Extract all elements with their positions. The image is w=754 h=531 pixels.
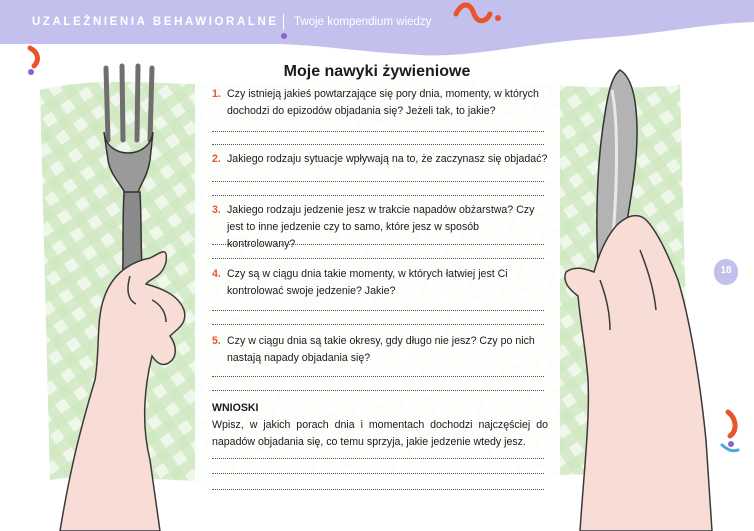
series-title: UZALEŻNIENIA BEHAWIORALNE xyxy=(32,16,279,28)
decor-top-right xyxy=(281,5,501,39)
answer-line[interactable] xyxy=(212,324,544,325)
answer-line[interactable] xyxy=(212,195,544,196)
question-number: 2. xyxy=(212,153,221,165)
page-title: Moje nawyki żywieniowe xyxy=(283,63,471,80)
answer-line[interactable] xyxy=(212,489,544,490)
answer-line[interactable] xyxy=(212,258,544,259)
question-number: 1. xyxy=(212,88,221,100)
question-text: Czy istnieją jakieś powtarzające się pory dnia, momenty, w których dochodzi do epizodów objadania się? Jeżeli tak, to jakie? xyxy=(227,88,539,117)
question-1 xyxy=(212,86,548,120)
question-text: Jakiego rodzaju sytuacje wpływają na to, że zaczynasz się objadać? xyxy=(227,153,548,165)
answer-line[interactable] xyxy=(212,244,544,245)
answer-line[interactable] xyxy=(212,131,544,132)
question-number: 3. xyxy=(212,204,221,216)
answer-line[interactable] xyxy=(212,376,544,377)
decor-bottom-right xyxy=(722,412,738,451)
answer-line[interactable] xyxy=(212,458,544,459)
question-4 xyxy=(212,266,548,300)
question-5 xyxy=(212,333,548,367)
answer-line[interactable] xyxy=(212,473,544,474)
question-text: Jakiego rodzaju jedzenie jesz w trakcie napadów obżarstwa? Czy jest to inne jedzenie czy to samo, które jesz w sposób kontrolowany? xyxy=(227,204,535,250)
page-number: 18 xyxy=(720,265,732,276)
answer-line[interactable] xyxy=(212,390,544,391)
decor-top-left xyxy=(28,48,37,75)
conclusions-text: Wpisz, w jakich porach dnia i momentach dochodzi najczęściej do napadów objadania się, co temu sprzyja, jakie jedzenie wtedy jesz. xyxy=(212,419,548,448)
question-text: Czy są w ciągu dnia takie momenty, w których łatwiej jest Ci kontrolować swoje jedzenie? Jakie? xyxy=(227,268,508,297)
answer-line[interactable] xyxy=(212,310,544,311)
question-text: Czy w ciągu dnia są takie okresy, gdy długo nie jesz? Czy po nich nastają napady objadania się? xyxy=(227,335,535,364)
question-2 xyxy=(212,151,548,168)
answer-line[interactable] xyxy=(212,181,544,182)
series-subtitle: Twoje kompendium wiedzy xyxy=(294,16,432,28)
question-number: 4. xyxy=(212,268,221,280)
question-number: 5. xyxy=(212,335,221,347)
conclusions-heading: WNIOSKI xyxy=(212,402,259,414)
answer-line[interactable] xyxy=(212,144,544,145)
